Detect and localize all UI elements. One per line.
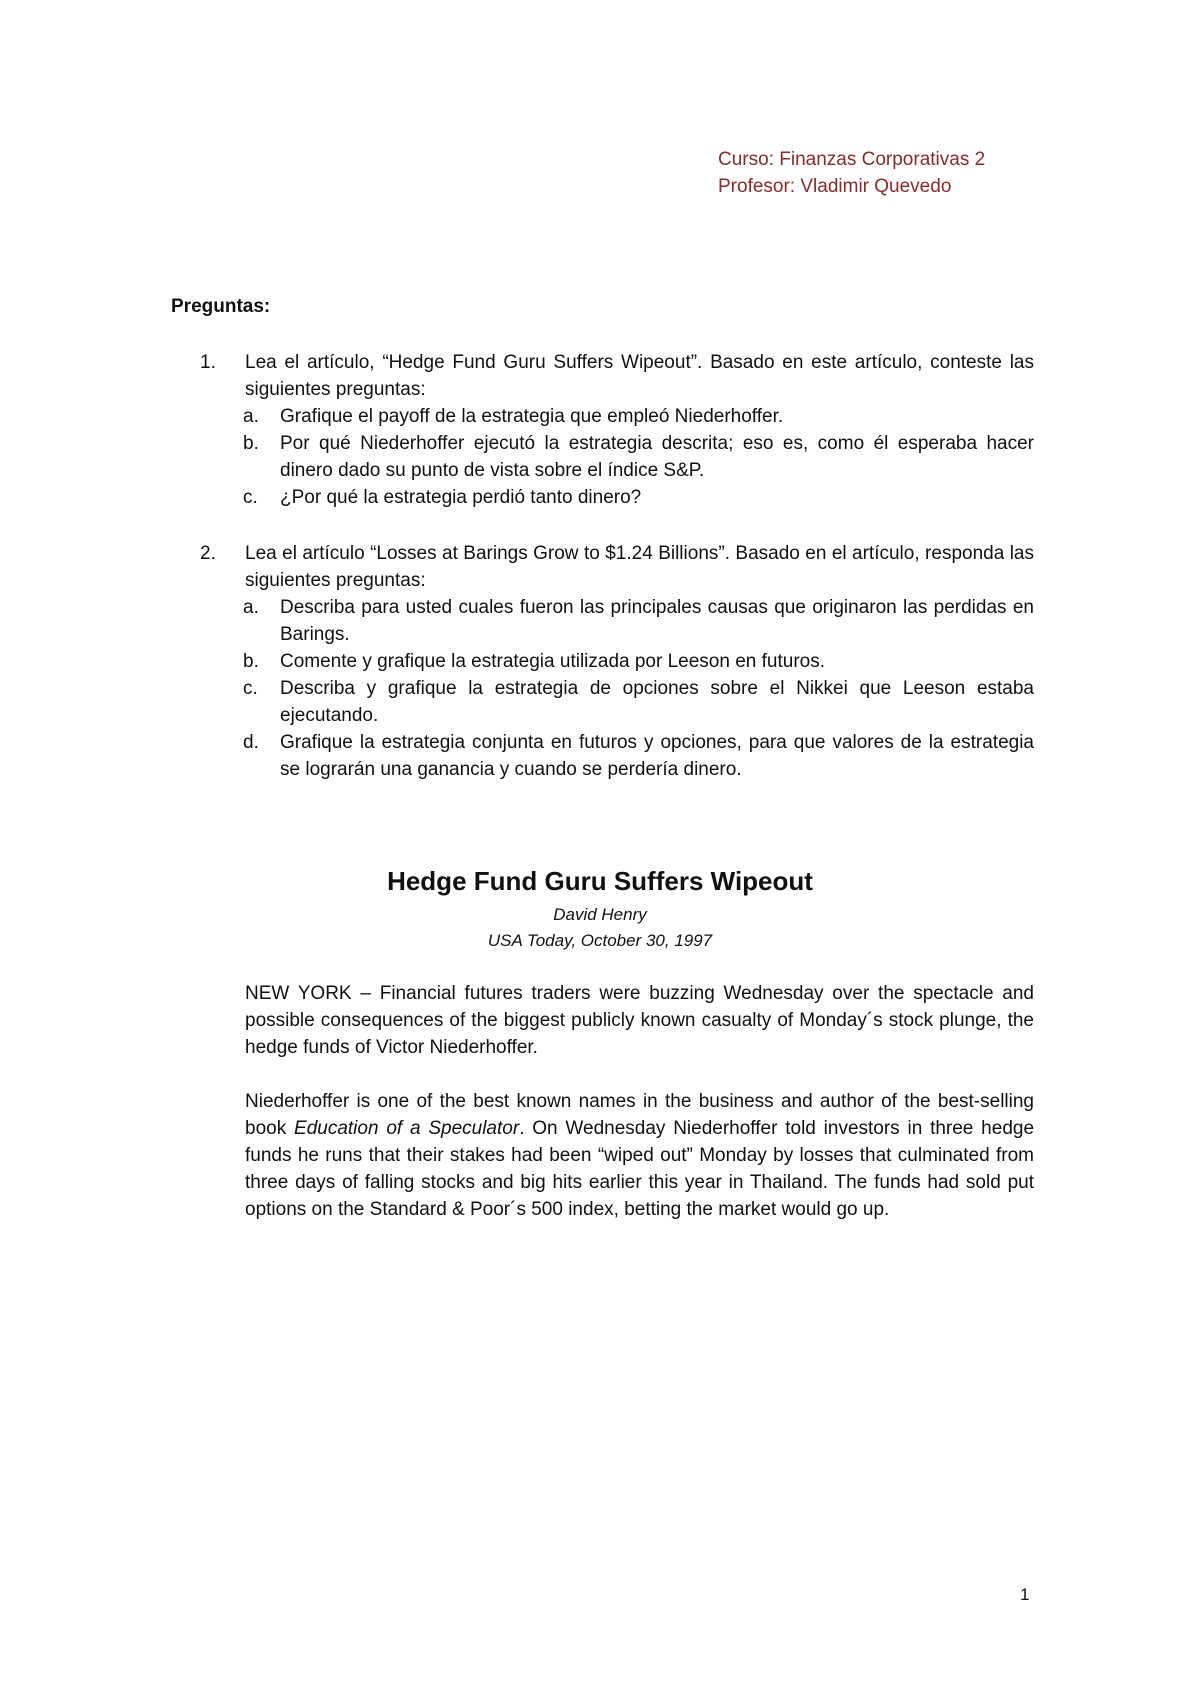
question-item — [243, 594, 1034, 648]
question-item — [243, 484, 1034, 511]
article-paragraph: NEW YORK – Financial futures traders were buzzing Wednesday over the spectacle and possible consequences of the biggest publicly known casualty of Monday´s stock plunge, the hedge funds of Victor Niederhoffer. — [245, 983, 1034, 1058]
question-item — [243, 729, 1034, 783]
item-letter: b. — [243, 651, 259, 672]
article-source: USA Today, October 30, 1997 — [487, 931, 713, 950]
course-header — [718, 146, 985, 200]
professor-name: Profesor: Vladimir Quevedo — [718, 176, 952, 197]
item-text: Describa y grafique la estrategia de opciones sobre el Nikkei que Leeson estaba ejecutando. — [280, 678, 1034, 726]
question-item — [243, 648, 1034, 675]
item-text: ¿Por qué la estrategia perdió tanto dinero? — [280, 487, 642, 508]
question-item — [243, 430, 1034, 484]
item-letter: d. — [243, 732, 259, 753]
item-text: Grafique la estrategia conjunta en futuros y opciones, para que valores de la estrategia se lograrán una ganancia y cuando se perdería dinero. — [280, 732, 1034, 780]
item-letter: c. — [243, 678, 258, 699]
paragraph-text: . On Wednesday Niederhoffer told investors in three hedge funds he runs that their stakes had been “wiped out” Monday by losses that culminated from three days of falling stocks and big hits earlier this year in Thailand. The funds had sold put options on the Standard & Poor´s 500 index, betting the market would go up. — [245, 1118, 1035, 1220]
article-author: David Henry — [553, 905, 647, 924]
questions-heading: Preguntas: — [171, 296, 271, 317]
item-text: Por qué Niederhoffer ejecutó la estrategia descrita; eso es, como él esperaba hacer dinero dado su punto de vista sobre el índice S&P. — [280, 433, 1034, 481]
page-number: 1 — [1020, 1585, 1030, 1604]
item-letter: a. — [243, 597, 259, 618]
item-text: Comente y grafique la estrategia utilizada por Leeson en futuros. — [280, 651, 825, 672]
question-2 — [200, 540, 1034, 783]
question-text: Lea el artículo “Losses at Barings Grow to $1.24 Billions”. Basado en el artículo, responda las siguientes preguntas: — [245, 543, 1034, 591]
question-number: 2. — [200, 543, 216, 564]
item-letter: b. — [243, 433, 259, 454]
question-item — [243, 403, 1034, 430]
item-letter: c. — [243, 487, 258, 508]
item-letter: a. — [243, 406, 259, 427]
question-item — [243, 675, 1034, 729]
course-name: Curso: Finanzas Corporativas 2 — [718, 149, 986, 170]
paragraph-text: Niederhoffer is one of the best known names in the business and author of the best-selling book — [245, 1091, 1034, 1139]
article-title: Hedge Fund Guru Suffers Wipeout — [387, 866, 813, 896]
question-1 — [200, 349, 1034, 511]
book-title: Education of a Speculator — [294, 1118, 520, 1139]
item-text: Describa para usted cuales fueron las principales causas que originaron las perdidas en Barings. — [280, 597, 1034, 645]
article-paragraph — [245, 1088, 1034, 1223]
item-text: Grafique el payoff de la estrategia que empleó Niederhoffer. — [280, 406, 784, 427]
question-number: 1. — [200, 352, 216, 373]
question-text: Lea el artículo, “Hedge Fund Guru Suffers Wipeout”. Basado en este artículo, conteste las siguientes preguntas: — [245, 352, 1034, 400]
